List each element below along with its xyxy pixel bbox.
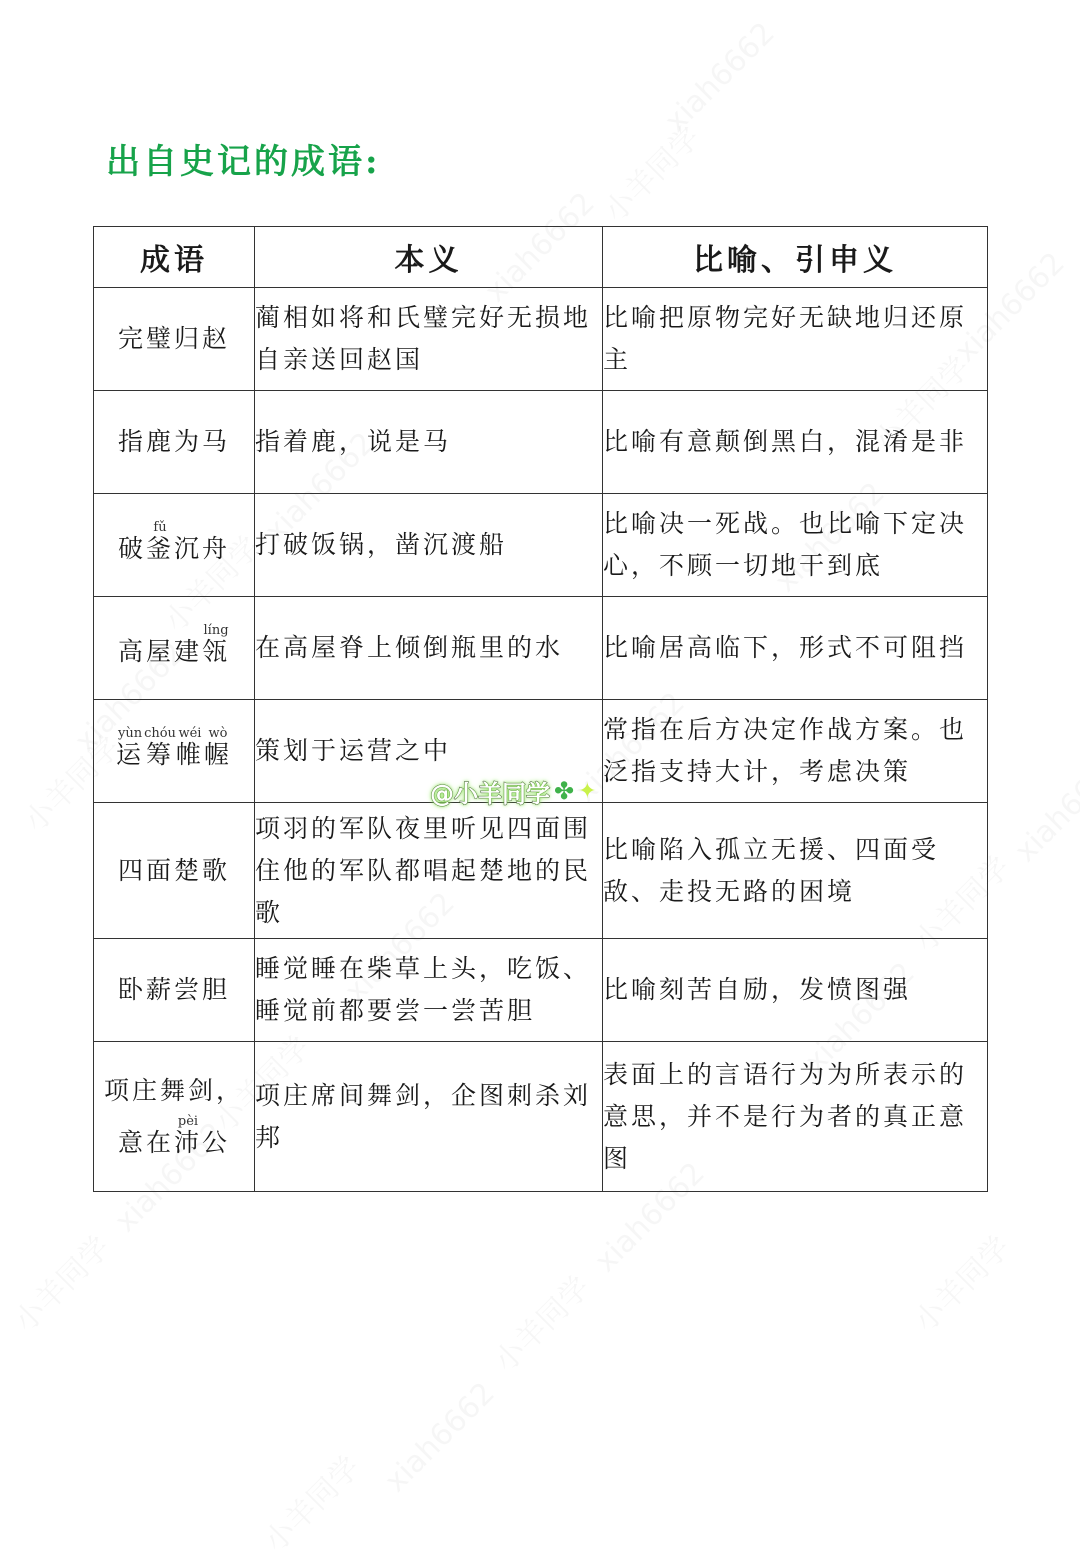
clover-icon: ✤ (554, 777, 575, 805)
original-meaning-cell: 指着鹿，说是马 (255, 391, 603, 494)
table-row (94, 803, 988, 939)
original-meaning-cell: 项庄席间舞剑，企图刺杀刘邦 (255, 1042, 603, 1192)
figurative-meaning-cell: 常指在后方决定作战方案。也泛指支持大计，考虑决策 (603, 700, 988, 803)
table-row (94, 1042, 988, 1192)
table-row (94, 391, 988, 494)
figurative-meaning-cell: 表面上的言语行为为所表示的意思，并不是行为者的真正意图 (603, 1042, 988, 1192)
figurative-meaning-cell: 比喻有意颠倒黑白，混淆是非 (603, 391, 988, 494)
table-row (94, 597, 988, 700)
original-meaning-cell: 打破饭锅，凿沉渡船 (255, 494, 603, 597)
original-meaning-cell: 项羽的军队夜里听见四面围住他的军队都唱起楚地的民歌 (255, 803, 603, 939)
pinyin-annotation: 筹chóu (144, 725, 176, 769)
column-header-original-meaning: 本义 (255, 227, 603, 288)
page-title: 出自史记的成语: (106, 142, 381, 182)
watermark (592, 114, 708, 230)
pinyin-annotation: 瓴líng (202, 622, 231, 666)
idiom-cell: 项庄舞剑， 意在沛pèi公 (94, 1042, 255, 1192)
author-badge-text: @小羊同学 (430, 779, 550, 808)
pinyin-annotation: 沛pèi (173, 1113, 202, 1157)
figurative-meaning-cell: 比喻陷入孤立无援、四面受敌、走投无路的困境 (603, 803, 988, 939)
original-meaning-cell: 策划于运营之中 (255, 700, 603, 803)
idiom-cell: 四面楚歌 (94, 803, 255, 939)
table-row (94, 288, 988, 391)
watermark (252, 1444, 368, 1560)
figurative-meaning-cell: 比喻居高临下，形式不可阻挡 (603, 597, 988, 700)
original-meaning-cell: 睡觉睡在柴草上头，吃饭、睡觉前都要尝一尝苦胆 (255, 939, 603, 1042)
column-header-idiom: 成语 (94, 227, 255, 288)
idiom-cell: 卧薪尝胆 (94, 939, 255, 1042)
author-badge (430, 774, 597, 808)
watermark (2, 1224, 118, 1340)
idiom-cell: 完璧归赵 (94, 288, 255, 391)
watermark (482, 1264, 598, 1380)
watermark (378, 1376, 502, 1500)
sparkle-icon: ✦ (578, 778, 597, 804)
original-meaning-cell: 在高屋脊上倾倒瓶里的水 (255, 597, 603, 700)
pinyin-annotation: 幄wò (203, 725, 232, 769)
idiom-cell (94, 700, 255, 803)
idiom-cell: 指鹿为马 (94, 391, 255, 494)
watermark (658, 16, 782, 140)
original-meaning-cell: 蔺相如将和氏璧完好无损地自亲送回赵国 (255, 288, 603, 391)
idiom-table (93, 226, 988, 1192)
watermark (1008, 746, 1080, 870)
figurative-meaning-cell: 比喻把原物完好无缺地归还原主 (603, 288, 988, 391)
watermark (902, 1224, 1018, 1340)
table-row (94, 939, 988, 1042)
pinyin-annotation: 釜fǔ (145, 519, 174, 563)
table-row (94, 494, 988, 597)
figurative-meaning-cell: 比喻刻苦自励，发愤图强 (603, 939, 988, 1042)
table-header-row (94, 227, 988, 288)
pinyin-annotation: 运yùn (116, 725, 145, 769)
figurative-meaning-cell: 比喻决一死战。也比喻下定决心，不顾一切地干到底 (603, 494, 988, 597)
column-header-figurative-meaning: 比喻、引申义 (603, 227, 988, 288)
idiom-cell: 高屋建瓴líng (94, 597, 255, 700)
idiom-cell: 破釜fǔ沉舟 (94, 494, 255, 597)
pinyin-annotation: 帷wéi (175, 725, 204, 769)
